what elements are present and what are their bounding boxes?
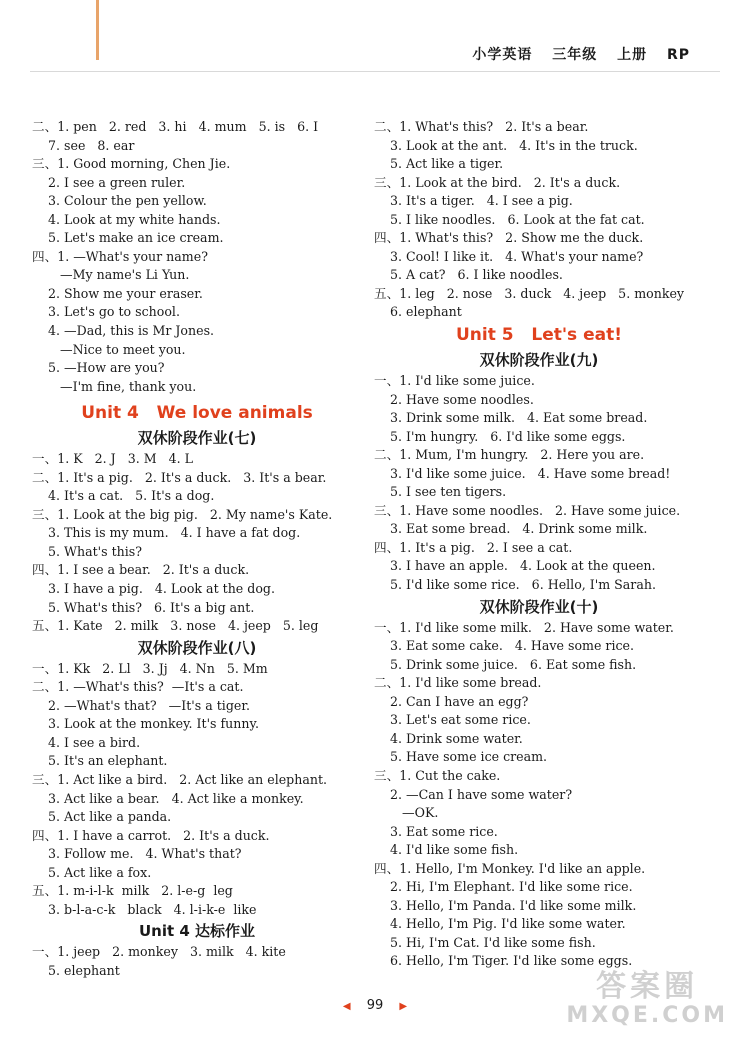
answer-line: 5. Act like a tiger.	[374, 156, 504, 172]
answer-line: 4. Look at my white hands.	[32, 211, 221, 227]
answer-line: 3. Look at the monkey. It's funny.	[32, 716, 259, 732]
answer-line: 3. This is my mum. 4. I have a fat dog.	[32, 525, 301, 541]
section-heading: Unit 4 达标作业	[138, 922, 256, 941]
answer-line: 一、1. I'd like some juice.	[374, 373, 535, 389]
answer-line: 4. It's a cat. 5. It's a dog.	[32, 488, 215, 504]
watermark	[566, 970, 728, 1028]
header-grade: 三年级	[552, 47, 598, 63]
unit-heading: Unit 4 We love animals	[81, 403, 313, 424]
answer-line: 3. Let's eat some rice.	[374, 712, 531, 728]
answer-line: 三、1. Cut the cake.	[374, 767, 501, 783]
answer-line: 5. Act like a fox.	[32, 864, 152, 880]
answer-line: 一、1. I'd like some milk. 2. Have some water.	[374, 619, 674, 635]
answer-line: 五、1. leg 2. nose 3. duck 4. jeep 5. monkey	[374, 285, 685, 301]
prev-page-arrow-icon[interactable]: ◀	[342, 1001, 351, 1012]
watermark-bottom: MXQE.COM	[566, 1003, 728, 1028]
answer-line: 二、1. pen 2. red 3. hi 4. mum 5. is 6. I	[32, 119, 319, 134]
answer-line: 3. Act like a bear. 4. Act like a monkey.	[32, 790, 304, 806]
answer-line: 四、1. —What's your name?	[32, 248, 208, 264]
answer-line: 一、1. jeep 2. monkey 3. milk 4. kite	[32, 944, 286, 960]
answer-line: 5. A cat? 6. I like noodles.	[374, 267, 563, 283]
answer-line: 4. I see a bird.	[32, 734, 141, 750]
answer-line: 2. Can I have an egg?	[374, 693, 529, 709]
watermark-top: 答案圈	[596, 969, 699, 1004]
answer-line: —My name's Li Yun.	[32, 267, 190, 283]
answer-line: 二、1. It's a pig. 2. It's a duck. 3. It's a bear.	[32, 469, 327, 485]
answer-line: 3. Hello, I'm Panda. I'd like some milk.	[374, 897, 637, 913]
answer-line: 3. Follow me. 4. What's that?	[32, 846, 242, 862]
answer-line: 3. Eat some bread. 4. Drink some milk.	[374, 521, 648, 537]
page-number: 99	[366, 998, 384, 1013]
answer-line: —I'm fine, thank you.	[32, 378, 197, 394]
answer-line: 3. Eat some cake. 4. Have some rice.	[374, 638, 634, 654]
answer-line: 5. Act like a panda.	[32, 809, 172, 825]
answer-line: 3. I have an apple. 4. Look at the queen.	[374, 558, 656, 574]
answer-line: 四、1. Hello, I'm Monkey. I'd like an apple.	[374, 860, 646, 876]
answer-line: 4. Hello, I'm Pig. I'd like some water.	[374, 916, 626, 932]
answer-line: 7. see 8. ear	[32, 137, 135, 153]
answer-line: 二、1. What's this? 2. It's a bear.	[374, 119, 589, 134]
answer-line: 3. Let's go to school.	[32, 304, 180, 320]
left-column	[32, 118, 362, 980]
header-volume: 上册	[617, 47, 648, 63]
answer-line: 3. Look at the ant. 4. It's in the truck.	[374, 137, 638, 153]
answer-line: 5. Let's make an ice cream.	[32, 230, 224, 246]
answer-line: 2. —What's that? —It's a tiger.	[32, 697, 250, 713]
next-page-arrow-icon[interactable]: ▶	[399, 1001, 408, 1012]
answer-line: 3. Drink some milk. 4. Eat some bread.	[374, 410, 648, 426]
unit-heading: Unit 5 Let's eat!	[456, 325, 622, 346]
answer-line: 4. I'd like some fish.	[374, 842, 519, 858]
binding-line	[96, 0, 99, 60]
answer-line: 5. elephant	[32, 962, 120, 978]
answer-line: 2. I see a green ruler.	[32, 174, 186, 190]
answer-line: 5. What's this? 6. It's a big ant.	[32, 599, 255, 615]
answer-line: 五、1. m-i-l-k milk 2. l-e-g leg	[32, 883, 233, 899]
answer-line: 四、1. What's this? 2. Show me the duck.	[374, 230, 644, 246]
answer-line: 四、1. I have a carrot. 2. It's a duck.	[32, 827, 270, 843]
answer-line: 5. Drink some juice. 6. Eat some fish.	[374, 656, 637, 672]
section-heading: 双休阶段作业(八)	[137, 638, 257, 657]
answer-line: 5. I'm hungry. 6. I'd like some eggs.	[374, 428, 626, 444]
answer-line: 四、1. It's a pig. 2. I see a cat.	[374, 539, 573, 555]
answer-line: 二、1. Mum, I'm hungry. 2. Here you are.	[374, 447, 645, 463]
answer-line: 6. elephant	[374, 304, 462, 320]
header-subject: 小学英语	[472, 47, 533, 63]
answer-line: 5. It's an elephant.	[32, 753, 168, 769]
answer-line: 5. —How are you?	[32, 360, 165, 376]
answer-line: 3. b-l-a-c-k black 4. l-i-k-e like	[32, 901, 257, 917]
section-heading: 双休阶段作业(七)	[137, 429, 257, 448]
answer-line: 三、1. Have some noodles. 2. Have some juice.	[374, 502, 681, 518]
answer-line: 二、1. I'd like some bread.	[374, 675, 542, 691]
answer-line: 3. Colour the pen yellow.	[32, 193, 207, 209]
answer-line: 4. Drink some water.	[374, 730, 523, 746]
answer-line: —Nice to meet you.	[32, 341, 186, 357]
header-divider	[30, 71, 720, 72]
page-header	[458, 44, 690, 64]
answer-line: 2. Hi, I'm Elephant. I'd like some rice.	[374, 879, 633, 895]
answer-line: 三、1. Look at the bird. 2. It's a duck.	[374, 174, 621, 190]
answer-line: 2. Show me your eraser.	[32, 285, 203, 301]
answer-line: 二、1. —What's this? —It's a cat.	[32, 679, 244, 695]
answer-line: 三、1. Good morning, Chen Jie.	[32, 156, 231, 172]
answer-line: 5. Hi, I'm Cat. I'd like some fish.	[374, 934, 596, 950]
answer-line: 3. It's a tiger. 4. I see a pig.	[374, 193, 573, 209]
answer-line: 四、1. I see a bear. 2. It's a duck.	[32, 562, 250, 578]
right-column	[374, 118, 704, 971]
header-edition: RP	[666, 47, 690, 63]
answer-line: 2. Have some noodles.	[374, 391, 534, 407]
answer-line: 5. Have some ice cream.	[374, 749, 548, 765]
answer-line: 3. I have a pig. 4. Look at the dog.	[32, 581, 275, 597]
answer-line: 5. I see ten tigers.	[374, 484, 507, 500]
answer-line: 4. —Dad, this is Mr Jones.	[32, 323, 215, 339]
answer-line: 一、1. K 2. J 3. M 4. L	[32, 451, 194, 467]
answer-line: 6. Hello, I'm Tiger. I'd like some eggs.	[374, 953, 633, 969]
section-heading: 双休阶段作业(九)	[479, 351, 599, 370]
answer-line: 3. Cool! I like it. 4. What's your name?	[374, 248, 644, 264]
section-heading: 双休阶段作业(十)	[479, 597, 599, 616]
answer-line: 5. What's this?	[32, 543, 142, 559]
answer-line: 三、1. Look at the big pig. 2. My name's Kate.	[32, 506, 333, 522]
answer-line: 3. I'd like some juice. 4. Have some bread!	[374, 465, 671, 481]
answer-line: 一、1. Kk 2. Ll 3. Jj 4. Nn 5. Mm	[32, 660, 268, 676]
answer-line: 3. Eat some rice.	[374, 823, 498, 839]
answer-line: 三、1. Act like a bird. 2. Act like an elephant.	[32, 771, 328, 787]
answer-line: —OK.	[374, 805, 439, 821]
answer-line: 2. —Can I have some water?	[374, 786, 573, 802]
answer-line: 5. I'd like some rice. 6. Hello, I'm Sarah.	[374, 577, 656, 593]
answer-line: 五、1. Kate 2. milk 3. nose 4. jeep 5. leg	[32, 618, 319, 634]
answer-line: 5. I like noodles. 6. Look at the fat cat.	[374, 211, 645, 227]
